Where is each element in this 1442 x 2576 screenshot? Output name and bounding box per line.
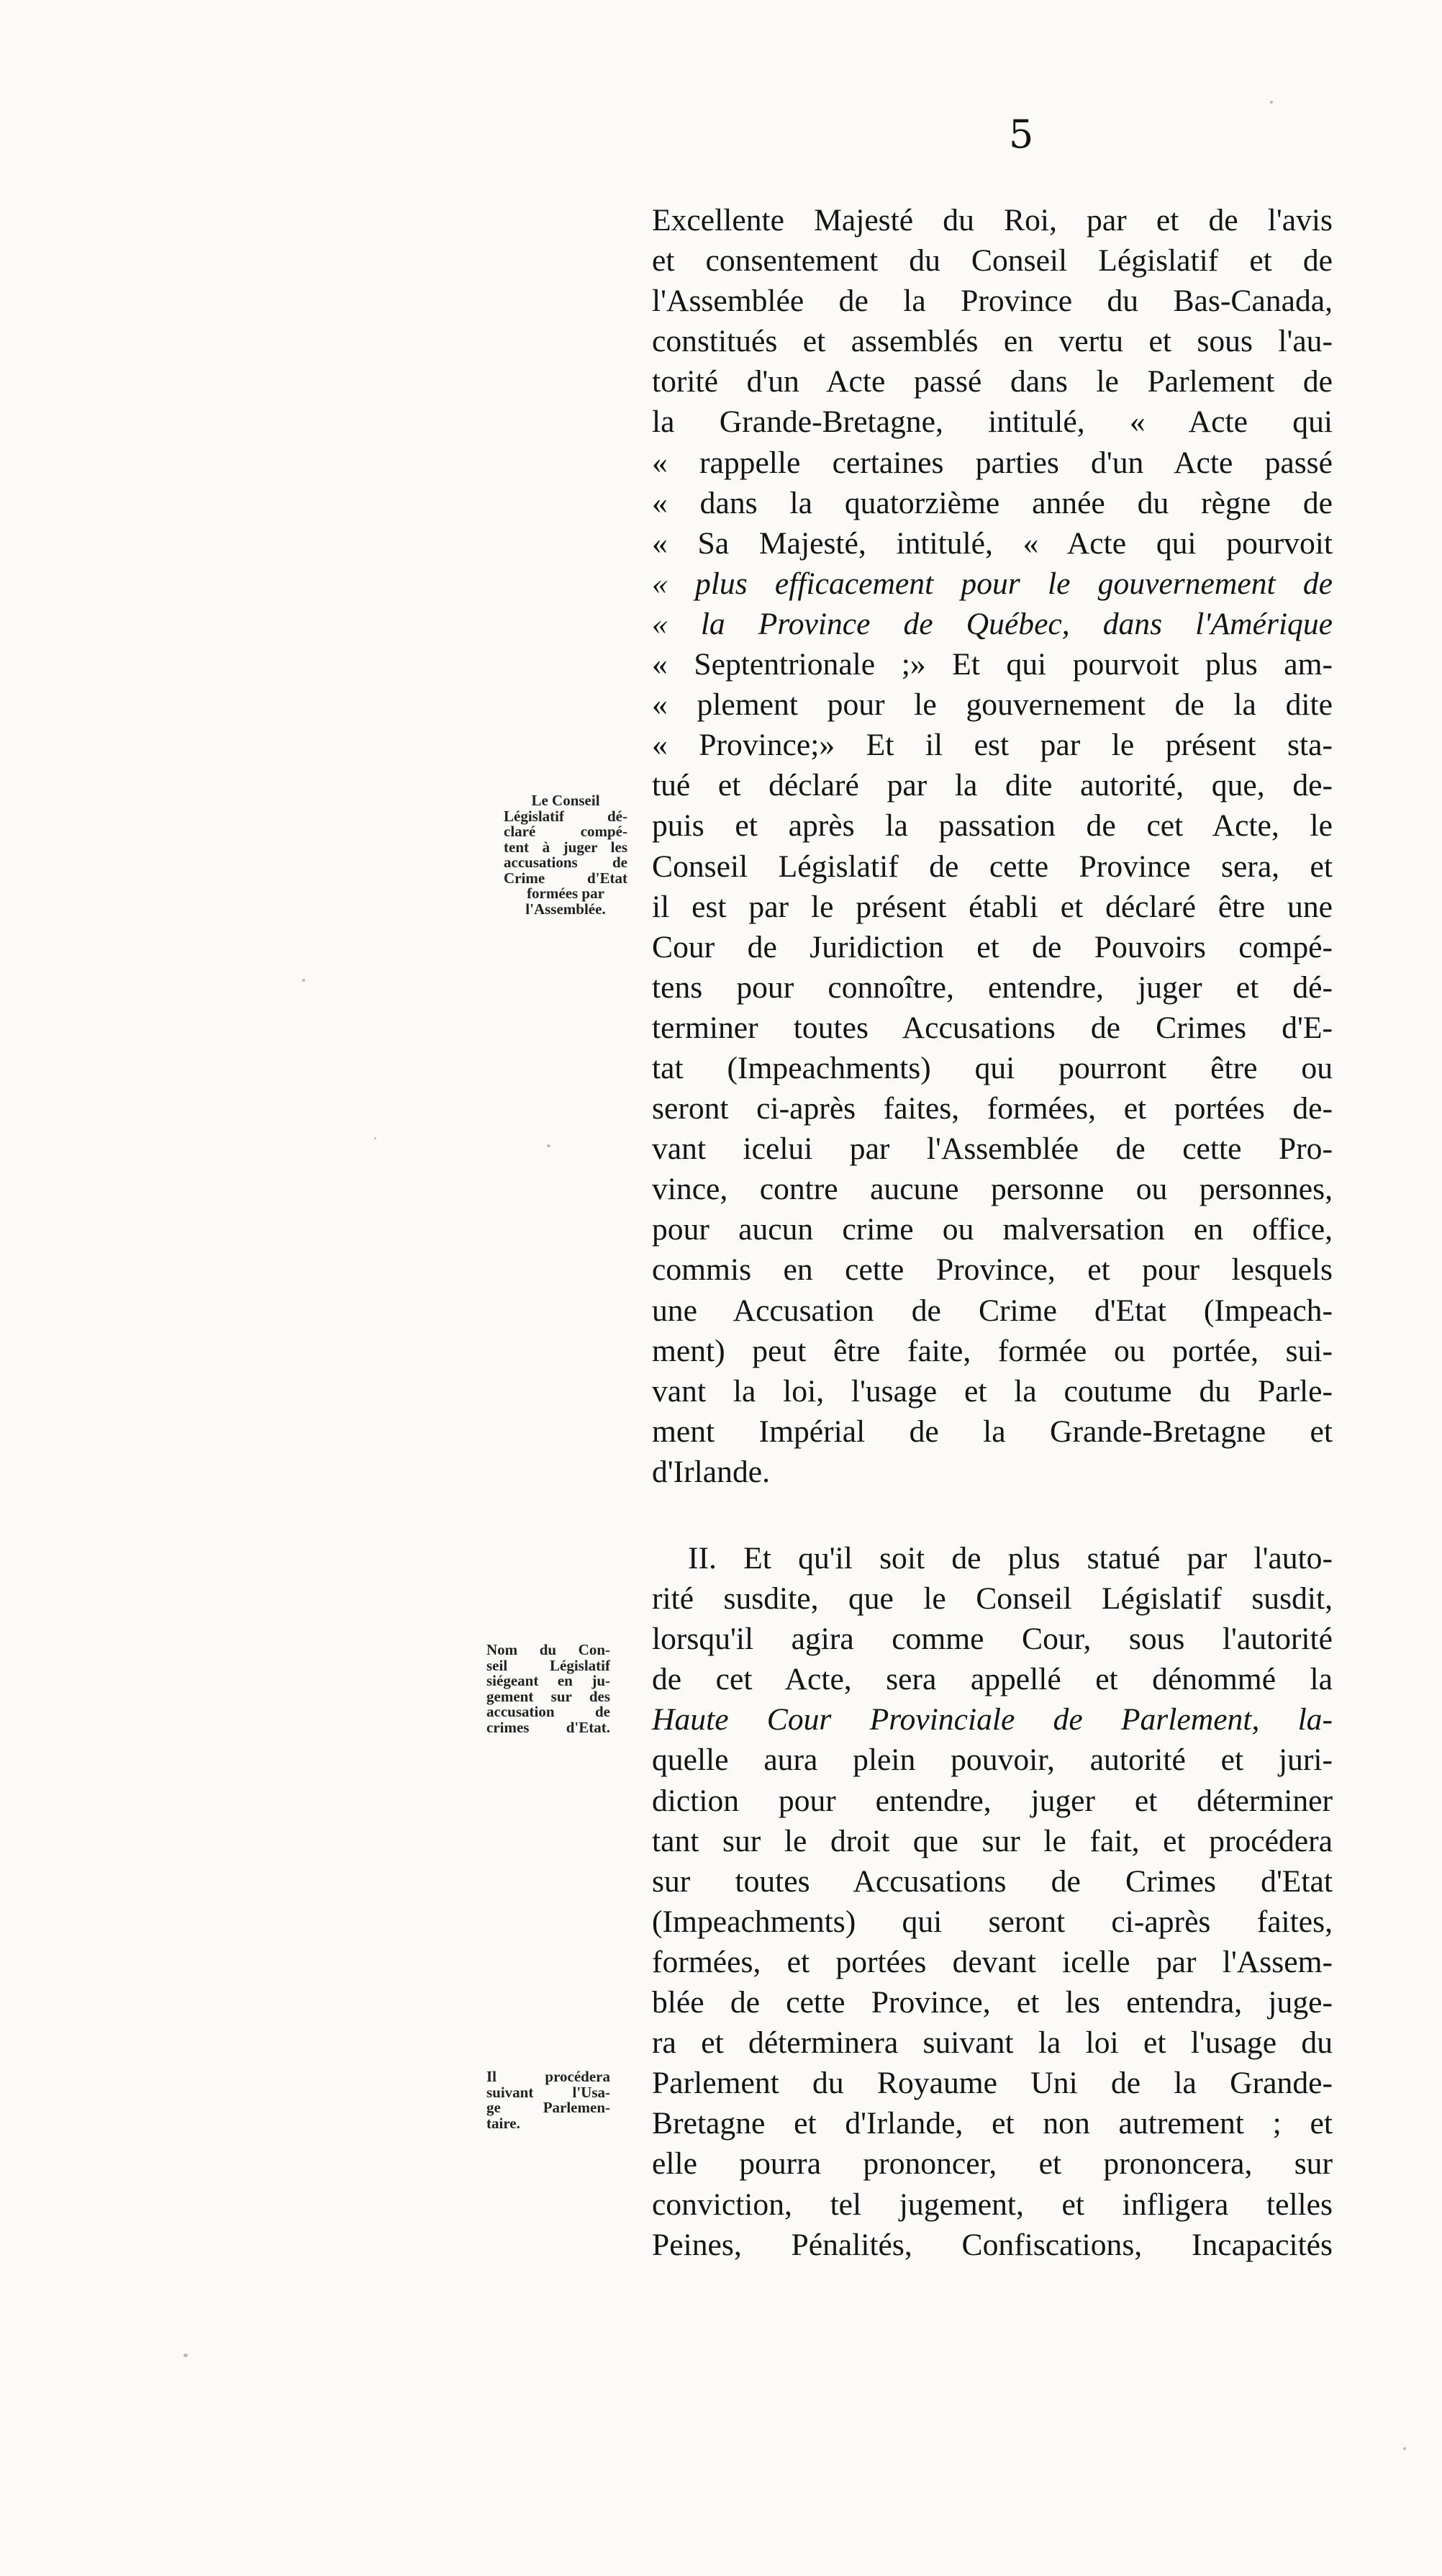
margin-note-line: ge Parlemen- (486, 2099, 610, 2116)
text-line: constitués et assemblés en vertu et sous l'au- (652, 324, 1333, 359)
margin-note-line: taire. (486, 2114, 520, 2132)
text-line: vince, contre aucune personne ou personnes, (652, 1172, 1333, 1207)
text-line: Parlement du Royaume Uni de la Grande- (652, 2066, 1333, 2101)
margin-note-line: claré compé- (504, 823, 627, 840)
text-line: elle pourra prononcer, et prononcera, sur (652, 2146, 1333, 2182)
text-line: il est par le présent établi et déclaré être une (652, 889, 1333, 924)
text-line: une Accusation de Crime d'Etat (Impeach- (652, 1293, 1333, 1328)
page-number: 5 (1009, 112, 1034, 157)
text-line: tant sur le droit que sur le fait, et procédera (652, 1823, 1333, 1858)
text-line: « Province;» Et il est par le présent sta- (652, 728, 1333, 763)
print-speck (374, 1137, 376, 1139)
text-line: et consentement du Conseil Législatif et de (652, 243, 1333, 279)
text-line: « Septentrionale ;» Et qui pourvoit plus am- (652, 647, 1333, 682)
print-speck (183, 2354, 188, 2357)
text-line: « rappelle certaines parties d'un Acte passé (652, 445, 1333, 480)
text-line: la Grande-Bretagne, intitulé, « Acte qui (652, 405, 1333, 440)
margin-note-line: seil Législatif (486, 1656, 610, 1674)
margin-note-line: accusation de (486, 1703, 610, 1720)
paragraph-2 (652, 1538, 1333, 2265)
margin-note-line: Nom du Con- (486, 1641, 610, 1658)
main-text (652, 200, 1333, 2265)
margin-note-line: gement sur des (486, 1687, 610, 1705)
text-line: Cour de Juridiction et de Pouvoirs compé- (652, 929, 1333, 964)
text-line: Excellente Majesté du Roi, par et de l'avis (652, 203, 1333, 238)
paragraph-gap (652, 1492, 1333, 1538)
text-line: diction pour entendre, juger et déterminer (652, 1783, 1333, 1818)
text-line: de cet Acte, sera appellé et dénommé la (652, 1662, 1333, 1697)
margin-note-line: l'Assemblée. (525, 900, 606, 918)
margin-note-line: Crime d'Etat (504, 869, 627, 887)
text-line: tens pour connoître, entendre, juger et dé- (652, 970, 1333, 1005)
text-line: (Impeachments) qui seront ci-après faites, (652, 1904, 1333, 1939)
text-line: tué et déclaré par la dite autorité, que, de- (652, 768, 1333, 803)
text-line: d'Irlande. (652, 1454, 770, 1489)
text-line: commis en cette Province, et pour lesquels (652, 1252, 1333, 1288)
text-line: « plus efficacement pour le gouvernement de (652, 566, 1333, 601)
margin-note-conseil-cour (504, 793, 627, 917)
margin-note-line: crimes d'Etat. (486, 1718, 610, 1736)
text-line: Conseil Législatif de cette Province sera, et (652, 849, 1333, 884)
margin-note-line: accusations de (504, 854, 627, 871)
margin-note-nom-conseil (486, 1642, 610, 1735)
paragraph-1 (652, 200, 1333, 1492)
margin-note-line: tent à juger les (504, 838, 627, 856)
text-line: formées, et portées devant icelle par l'Assem- (652, 1944, 1333, 1979)
text-line: « Sa Majesté, intitulé, « Acte qui pourvoit (652, 525, 1333, 561)
text-line: vant la loi, l'usage et la coutume du Parle- (652, 1373, 1333, 1409)
text-line: « dans la quatorzième année du règne de (652, 485, 1333, 520)
text-line: terminer toutes Accusations de Crimes d'E- (652, 1010, 1333, 1045)
text-line: pour aucun crime ou malversation en office, (652, 1212, 1333, 1247)
text-line: rité susdite, que le Conseil Législatif susdit, (652, 1581, 1333, 1617)
print-speck (1403, 2447, 1406, 2450)
margin-note-line: Le Conseil (531, 792, 600, 809)
print-speck (302, 979, 305, 982)
margin-note-line: suivant l'Usa- (486, 2083, 610, 2101)
text-line: torité d'un Acte passé dans le Parlement de (652, 364, 1333, 399)
text-line: puis et après la passation de cet Acte, le (652, 808, 1333, 844)
text-line: conviction, tel jugement, et infligera telles (652, 2187, 1333, 2222)
text-line: « la Province de Québec, dans l'Amérique (652, 606, 1333, 641)
text-line: Bretagne et d'Irlande, et non autrement ; et (652, 2106, 1333, 2141)
text-line: l'Assemblée de la Province du Bas-Canada, (652, 284, 1333, 319)
margin-note-line: Il procédera (486, 2068, 610, 2085)
text-line: ment Impérial de la Grande-Bretagne et (652, 1414, 1333, 1449)
margin-note-line: formées par (527, 885, 604, 902)
print-speck (1270, 101, 1273, 104)
text-line: « plement pour le gouvernement de la dite (652, 687, 1333, 723)
text-line: seront ci-après faites, formées, et portées de- (652, 1091, 1333, 1126)
text-line: lorsqu'il agira comme Cour, sous l'autorité (652, 1622, 1333, 1657)
text-line: tat (Impeachments) qui pourront être ou (652, 1050, 1333, 1085)
text-line: vant icelui par l'Assemblée de cette Pro- (652, 1131, 1333, 1167)
text-line: II. Et qu'il soit de plus statué par l'auto- (688, 1541, 1333, 1576)
margin-note-line: Législatif dé- (504, 807, 627, 825)
margin-note-line: siégeant en ju- (486, 1672, 610, 1689)
margin-note-usage (486, 2069, 610, 2131)
text-line: ment) peut être faite, formée ou portée, sui- (652, 1333, 1333, 1368)
text-line: Haute Cour Provinciale de Parlement, la- (652, 1702, 1333, 1737)
print-speck (547, 1144, 550, 1147)
text-line: quelle aura plein pouvoir, autorité et juri- (652, 1743, 1333, 1778)
text-line: Peines, Pénalités, Confiscations, Incapacités (652, 2227, 1333, 2262)
text-line: blée de cette Province, et les entendra, juge- (652, 1985, 1333, 2020)
text-line: sur toutes Accusations de Crimes d'Etat (652, 1863, 1333, 1899)
text-line: ra et déterminera suivant la loi et l'usage du (652, 2025, 1333, 2061)
